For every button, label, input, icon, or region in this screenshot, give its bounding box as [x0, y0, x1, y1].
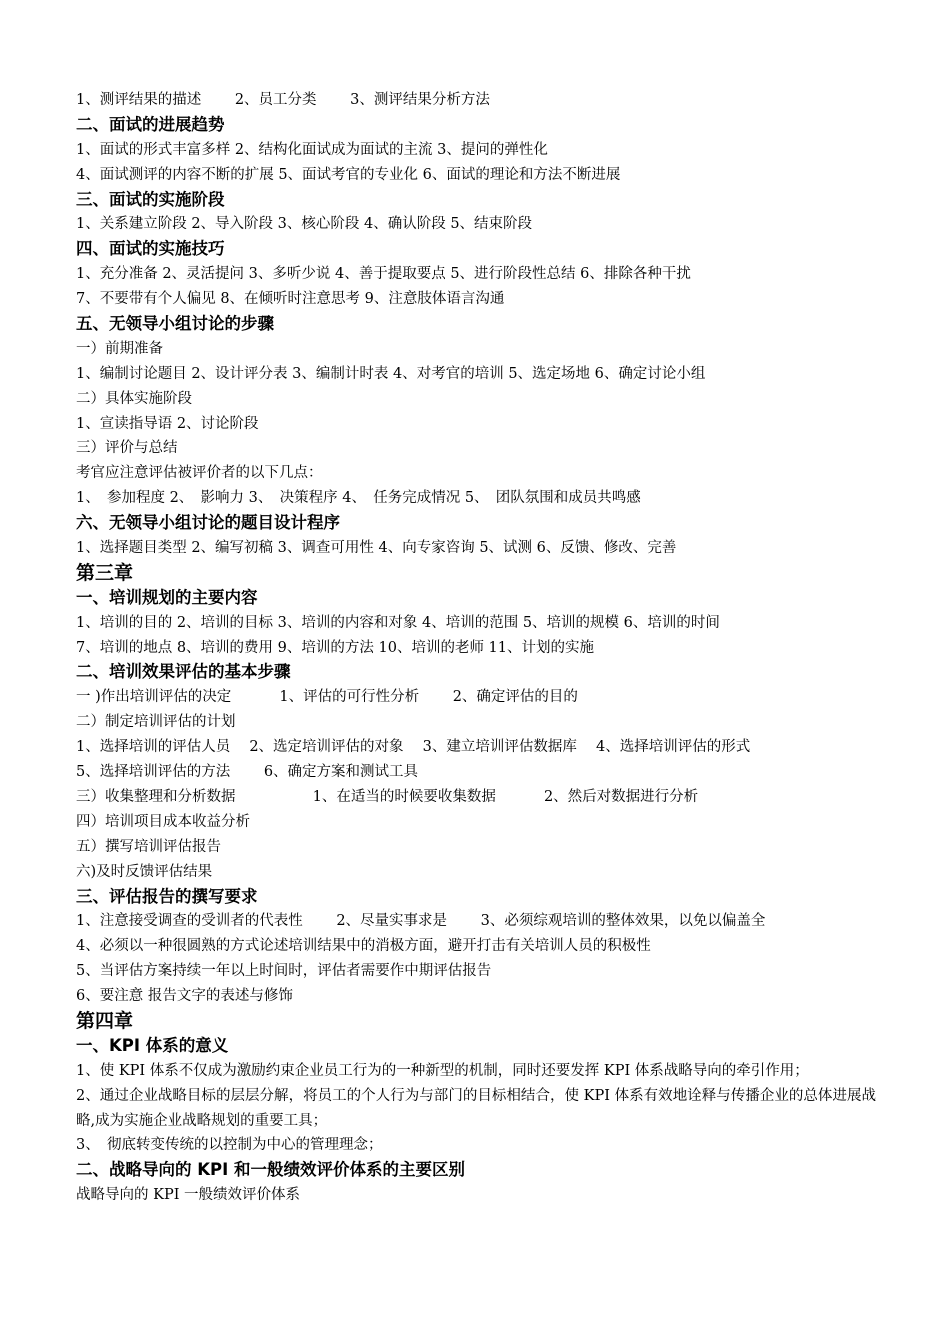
text-line: 1、面试的形式丰富多样 2、结构化面试成为面试的主流 3、提问的弹性化	[76, 141, 548, 158]
section-heading: 三、评估报告的撰写要求	[76, 886, 258, 906]
text-line: 四）培训项目成本收益分析	[76, 813, 250, 830]
text-line: 1、关系建立阶段 2、导入阶段 3、核心阶段 4、确认阶段 5、结束阶段	[76, 216, 533, 233]
text-line: 1、宣读指导语 2、讨论阶段	[76, 415, 259, 432]
text-line: 4、面试测评的内容不断的扩展 5、面试考官的专业化 6、面试的理论和方法不断进展	[76, 166, 621, 183]
text-line: 一 )作出培训评估的决定 1、评估的可行性分析 2、确定评估的目的	[76, 689, 578, 706]
chapter-heading: 第三章	[76, 561, 134, 584]
section-heading: 二、培训效果评估的基本步骤	[76, 662, 291, 682]
text-line: 6、要注意 报告文字的表述与修饰	[76, 988, 293, 1005]
chapter-heading: 第四章	[76, 1009, 134, 1032]
section-heading: 四、面试的实施技巧	[76, 239, 225, 259]
text-line: 一）前期准备	[76, 340, 163, 357]
paragraph: 2、通过企业战略目标的层层分解，将员工的个人行为与部门的目标相结合，使 KPI 体系有效地诠释与传播企业的总体进展战略,成为实施企业战略规划的重要工具；	[76, 1087, 876, 1129]
text-line: 5、选择培训评估的方法 6、确定方案和测试工具	[76, 764, 419, 781]
text-line: 战略导向的 KPI 一般绩效评价体系	[76, 1187, 301, 1204]
text-line: 3、 彻底转变传统的以控制为中心的管理理念；	[76, 1137, 383, 1154]
section-heading: 六、无领导小组讨论的题目设计程序	[76, 513, 340, 533]
text-line: 7、培训的地点 8、培训的费用 9、培训的方法 10、培训的老师 11、计划的实施	[76, 639, 595, 656]
section-heading: 二、战略导向的 KPI 和一般绩效评价体系的主要区别	[76, 1160, 466, 1180]
text-line: 三）收集整理和分析数据 1、在适当的时候要收集数据 2、然后对数据进行分析	[76, 788, 699, 805]
text-line: 1、 参加程度 2、 影响力 3、 决策程序 4、 任务完成情况 5、 团队氛围和成员共鸣感	[76, 490, 641, 507]
text-line: 7、不要带有个人偏见 8、在倾听时注意思考 9、注意肢体语言沟通	[76, 291, 505, 308]
section-heading: 三、面试的实施阶段	[76, 189, 225, 209]
document-page	[76, 88, 876, 1208]
section-heading: 一、培训规划的主要内容	[76, 587, 258, 607]
text-line: 1、选择培训的评估人员 2、选定培训评估的对象 3、建立培训评估数据库 4、选择培训评估的形式	[76, 739, 751, 756]
text-line: 4、必须以一种很圆熟的方式论述培训结果中的消极方面，避开打击有关培训人员的积极性	[76, 938, 651, 955]
text-line: 1、编制讨论题目 2、设计评分表 3、编制计时表 4、对考官的培训 5、选定场地 6、确定讨论小组	[76, 365, 706, 382]
section-heading: 二、面试的进展趋势	[76, 114, 225, 134]
text-line: 5、当评估方案持续一年以上时间时，评估者需要作中期评估报告	[76, 963, 492, 980]
text-line: 1、选择题目类型 2、编写初稿 3、调查可用性 4、向专家咨询 5、试测 6、反馈、修改、完善	[76, 540, 677, 557]
text-line: 1、培训的目的 2、培训的目标 3、培训的内容和对象 4、培训的范围 5、培训的规模 6、培训的时间	[76, 614, 720, 631]
paragraph: 1、使 KPI 体系不仅成为激励约束企业员工行为的一种新型的机制，同时还要发挥 KPI 体系战略导向的牵引作用；	[76, 1062, 809, 1079]
text-line: 考官应注意评估被评价者的以下几点：	[76, 465, 323, 482]
text-line: 三）评价与总结	[76, 440, 178, 457]
text-line: 六)及时反馈评估结果	[76, 863, 213, 880]
section-heading: 一、KPI 体系的意义	[76, 1035, 229, 1055]
section-heading: 五、无领导小组讨论的步骤	[76, 314, 274, 334]
text-line: 1、注意接受调查的受训者的代表性 2、尽量实事求是 3、必须综观培训的整体效果，以免以偏盖全	[76, 913, 766, 930]
text-line: 二）制定培训评估的计划	[76, 714, 236, 731]
text-line: 1、充分准备 2、灵活提问 3、多听少说 4、善于提取要点 5、进行阶段性总结 6、排除各种干扰	[76, 266, 691, 283]
text-line: 五）撰写培训评估报告	[76, 838, 221, 855]
text-line: 1、测评结果的描述 2、员工分类 3、测评结果分析方法	[76, 92, 490, 108]
text-line: 二）具体实施阶段	[76, 390, 192, 407]
